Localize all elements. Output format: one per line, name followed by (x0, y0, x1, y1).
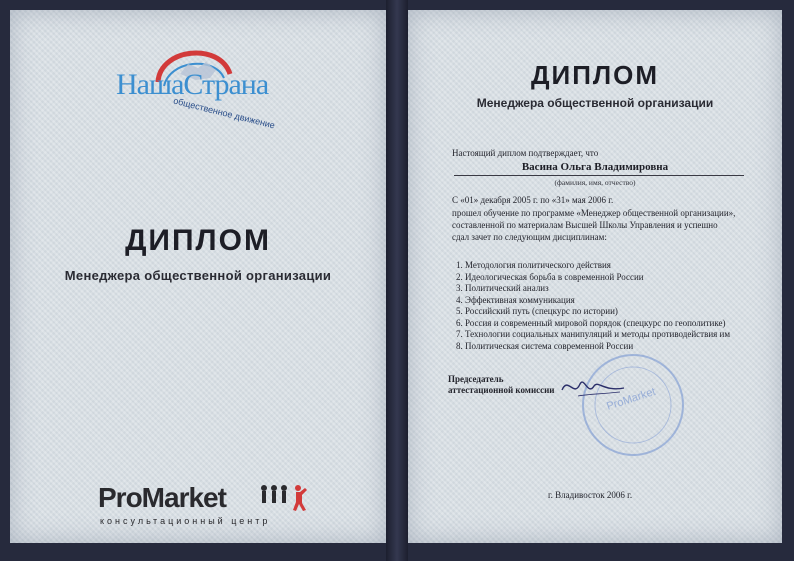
stamp-seal (578, 350, 688, 460)
city-date: г. Владивосток 2006 г. (548, 490, 633, 500)
period-line: С «01» декабря 2005 г. по «31» мая 2006 г. (452, 195, 614, 205)
name-underline (454, 175, 744, 176)
promarket-wordmark: ProMarket (98, 482, 226, 513)
logo-tagline: общественное движение (172, 95, 276, 131)
right-page (408, 10, 782, 543)
diploma-subtitle: Менеджера общественной организации (64, 268, 332, 283)
list-item: 6. Россия и современный мировой порядок (спецкурс по геополитике) (456, 317, 726, 328)
list-item: 7. Технологии социальных манипуляций и методы противодействия им (456, 329, 731, 339)
running-figures-icon (258, 484, 308, 512)
program-line-1: прошел обучение по программе «Менеджер общественной организации», (452, 208, 736, 218)
list-item: 1. Методология политического действия (456, 260, 611, 270)
logo-wordmark: НашаСтрана (116, 68, 269, 101)
program-line-3: сдал зачет по следующим дисциплинам: (452, 232, 607, 242)
list-item: 4. Эффективная коммуникация (456, 294, 575, 305)
chair-line-1: Председатель (448, 374, 504, 384)
diploma-spine (386, 0, 408, 561)
promarket-tagline: консультационный центр (100, 516, 271, 526)
program-line-2: составленной по материалам Высшей Школы Управления и успешно (452, 220, 718, 230)
list-item: 8. Политическая система современной России (456, 340, 634, 351)
list-item: 5. Российский путь (спецкурс по истории) (456, 306, 618, 316)
promarket-logo (98, 482, 328, 532)
certify-line: Настоящий диплом подтверждает, что (452, 148, 599, 158)
diploma-title: ДИПЛОМ (125, 224, 271, 257)
nasha-strana-logo (102, 38, 302, 138)
list-item: 3. Политический анализ (456, 283, 549, 293)
disciplines-list (456, 260, 730, 352)
recipient-name: Васина Ольга Владимировна (521, 161, 669, 173)
signature (558, 372, 628, 402)
diploma-title: ДИПЛОМ (530, 60, 660, 90)
stamp-text: ProMarket (605, 385, 658, 413)
left-page (10, 10, 386, 543)
chair-line-2: аттестационной комиссии (448, 385, 555, 395)
diploma-subtitle: Менеджера общественной организации (476, 96, 714, 110)
name-caption: (фамилия, имя, отчество) (554, 178, 636, 187)
list-item: 2. Идеологическая борьба в современной России (456, 271, 644, 282)
commission-chair-label (448, 374, 555, 396)
